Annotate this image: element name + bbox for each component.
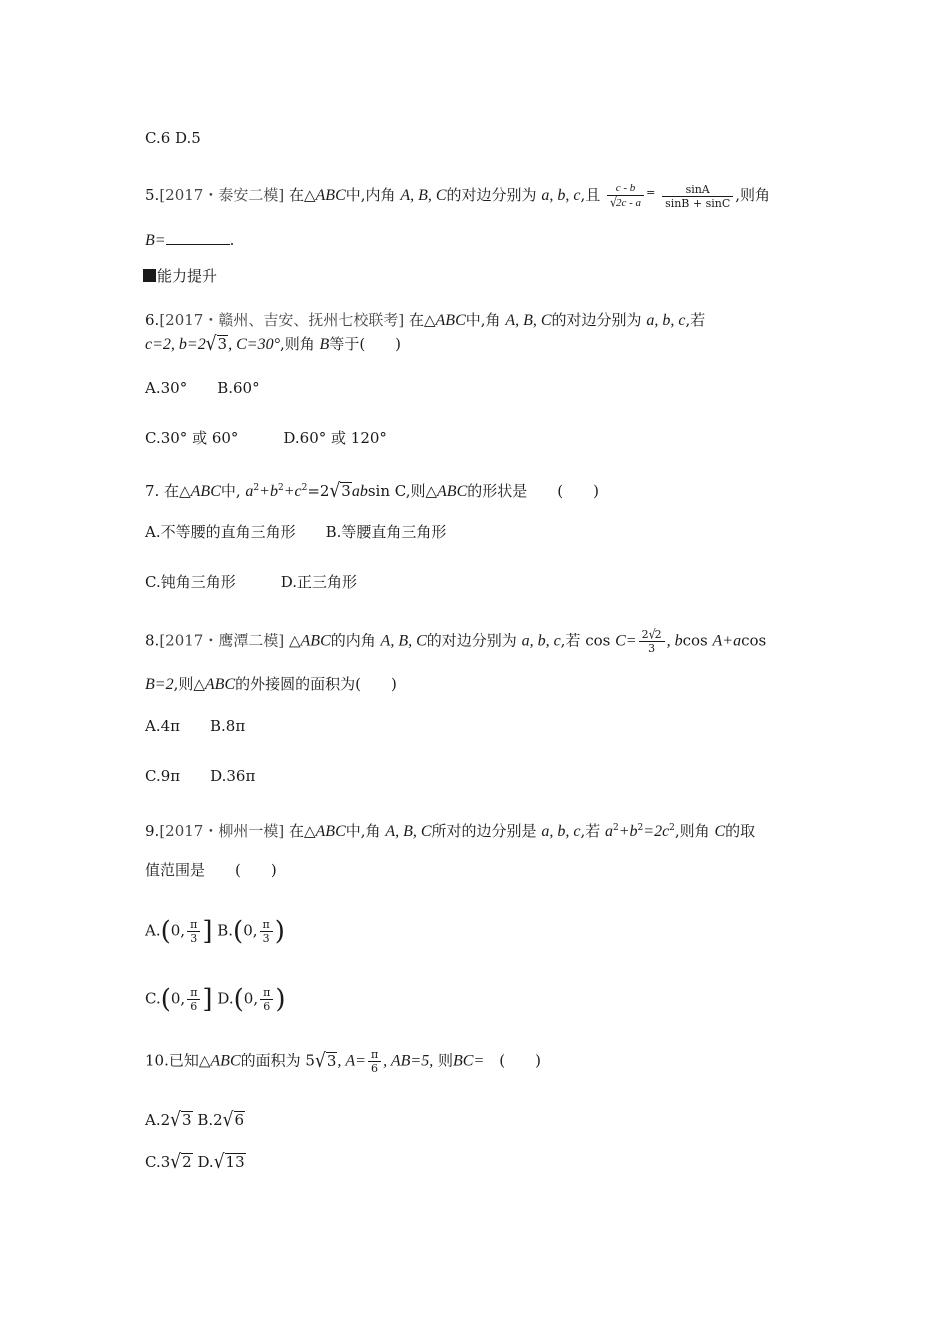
q5-number: 5. bbox=[145, 186, 160, 204]
q10-bc: BC= bbox=[453, 1052, 485, 1070]
q9-options-ab: A.(0, $\frac{\pi}{3}$ ] B.(0, $\frac{\pi}{3}$ ) bbox=[145, 916, 285, 947]
q9-source: [2017・柳州一模] bbox=[159, 822, 285, 840]
q7-eq: a bbox=[245, 483, 254, 500]
q7-text: ,则△ bbox=[405, 482, 438, 500]
q8-triangle: ABC bbox=[300, 632, 331, 650]
q9-text: 在△ bbox=[288, 822, 316, 840]
q8-options-cd: C.9π D.36π bbox=[145, 767, 256, 785]
q6-condition: c=2, b=2 bbox=[145, 336, 206, 353]
question-9: 9.[2017・柳州一模] 在△ABC中,角 A, B, C所对的边分别是 a, b, c,若 $a^2+b^2=2c^2$,则角 C的取 bbox=[145, 822, 756, 840]
q9-number: 9. bbox=[145, 822, 160, 840]
q8-text: cos bbox=[741, 631, 767, 650]
q6-text: 中,角 bbox=[465, 311, 501, 329]
q7-number: 7. bbox=[145, 482, 160, 500]
q10-number: 10. bbox=[145, 1051, 169, 1070]
q5-source: [2017・泰安二模] bbox=[159, 186, 285, 204]
q7-text: 中, bbox=[220, 482, 241, 500]
q9-eq: =2c bbox=[643, 823, 670, 840]
q8-source: [2017・鹰潭二模] bbox=[159, 631, 285, 650]
question-10: 10.已知△ABC的面积为 5√3, A= $\frac{\pi}{6}$ , AB=5, 则BC= ( ) bbox=[145, 1048, 541, 1075]
q7-triangle: ABC bbox=[190, 483, 221, 500]
q6-text: 在△ bbox=[408, 311, 436, 329]
q5-fraction-left bbox=[607, 182, 644, 210]
q9-option-d-label: D. bbox=[217, 989, 234, 1008]
q6-sqrt: 3 bbox=[217, 335, 228, 353]
q10-paren: ( ) bbox=[484, 1051, 541, 1070]
q8-c-eq: C= bbox=[615, 632, 637, 650]
q9-text: ,若 bbox=[580, 822, 601, 840]
q5-frac1-den: √2c - a bbox=[610, 195, 642, 210]
q6-text: ,若 bbox=[685, 311, 706, 329]
q10-five: 5 bbox=[305, 1051, 315, 1070]
q5-sides: a, b, c bbox=[541, 187, 581, 204]
q7-options-ab: A.不等腰的直角三角形 B.等腰直角三角形 bbox=[145, 523, 447, 541]
q4-options-cd: C.6 D.5 bbox=[145, 129, 201, 147]
q9-angles: A, B, C bbox=[385, 823, 432, 840]
question-7: 7. 在△ABC中, $a^2+b^2+c^2=2√3absin$ C,则△ABC的形状是 ( ) bbox=[145, 479, 599, 503]
q9-c: C bbox=[714, 823, 726, 840]
q8-number: 8. bbox=[145, 631, 160, 650]
q5-text: 中,内角 bbox=[345, 186, 396, 204]
q9-text: 中,角 bbox=[345, 822, 381, 840]
q5-answer-blank[interactable] bbox=[166, 232, 230, 245]
q9-eq: a bbox=[605, 823, 613, 840]
section-title: 能力提升 bbox=[157, 267, 218, 285]
q10-sqrt: 3 bbox=[326, 1051, 337, 1070]
q5-frac1-num: c - b bbox=[607, 182, 644, 196]
q5-text: 的对边分别为 bbox=[446, 186, 537, 204]
q9-sides: a, b, c bbox=[541, 823, 581, 840]
q9-option-c-label: C. bbox=[145, 989, 161, 1008]
q8-line-2 bbox=[145, 674, 397, 695]
q7-triangle: ABC bbox=[437, 483, 468, 500]
q6-text: 的对边分别为 bbox=[551, 311, 642, 329]
q9-option-a-label: A. bbox=[145, 921, 161, 940]
q10-text: 则 bbox=[438, 1051, 454, 1070]
q7-text: 在△ bbox=[164, 482, 191, 500]
q8-triangle: ABC bbox=[204, 676, 236, 693]
q9-text: ,则角 bbox=[674, 822, 710, 840]
q5-frac2-den: sinB + sinC bbox=[665, 196, 731, 210]
q10-a-eq: , A= bbox=[337, 1052, 366, 1070]
q10-options-cd: C.3√2 D.√13 bbox=[145, 1150, 245, 1174]
q6-condition-c: , C=30° bbox=[228, 336, 280, 353]
section-header bbox=[143, 266, 217, 286]
q10-text: 已知△ bbox=[168, 1051, 211, 1070]
q6-angles: A, B, C bbox=[505, 312, 552, 329]
q9-text: 的取 bbox=[725, 822, 756, 840]
q6-options-ab: A.30° B.60° bbox=[145, 379, 260, 397]
q6-number: 6. bbox=[145, 311, 160, 329]
q5-frac2-num: sinA bbox=[662, 183, 733, 197]
q8-text: 的外接圆的面积为( ) bbox=[235, 675, 397, 693]
q8-sides: a, b, c bbox=[521, 632, 561, 650]
q5-triangle: ABC bbox=[315, 187, 346, 204]
q5-text: ,则角 bbox=[735, 186, 771, 204]
q8-text: ,则△ bbox=[173, 675, 205, 693]
q10-options-ab: A.2√3 B.2√6 bbox=[145, 1108, 245, 1132]
q7-eq: =2 bbox=[307, 482, 330, 500]
q5-line-2 bbox=[145, 230, 234, 251]
q8-text: ,若 cos bbox=[560, 631, 611, 650]
q7-eq: +c bbox=[283, 483, 302, 500]
question-8 bbox=[145, 628, 766, 655]
q5-period: . bbox=[229, 231, 235, 249]
q6-line-2: c=2, b=2√3, C=30°,则角 B等于( ) bbox=[145, 332, 402, 356]
q6-triangle: ABC bbox=[435, 312, 466, 329]
q5-text: 在△ bbox=[288, 186, 316, 204]
q6-source: [2017・赣州、吉安、抚州七校联考] bbox=[159, 311, 405, 329]
q7-text: 的形状是 ( ) bbox=[467, 482, 599, 500]
q6-text: 等于( ) bbox=[329, 335, 402, 353]
q9-eq: +b bbox=[618, 823, 638, 840]
q9-triangle: ABC bbox=[315, 823, 346, 840]
q7-eq: +b bbox=[259, 483, 278, 500]
q5-b-label: B= bbox=[145, 232, 166, 249]
q9-text: 所对的边分别是 bbox=[431, 822, 537, 840]
q9-option-b-label: B. bbox=[217, 921, 234, 940]
q8-angles: A, B, C bbox=[380, 632, 427, 650]
q7-options-cd: C.钝角三角形 D.正三角形 bbox=[145, 573, 357, 591]
q6-b: B bbox=[319, 336, 330, 353]
q5-equals: = bbox=[646, 186, 656, 199]
q8-text: △ bbox=[288, 631, 301, 650]
q8-fraction: $\frac{2√2}{3}$ bbox=[639, 628, 665, 655]
q8-text: A+a bbox=[712, 632, 742, 650]
q7-eq: sin C bbox=[367, 482, 406, 500]
q10-text: 的面积为 bbox=[240, 1051, 301, 1070]
q8-options-ab: A.4π B.8π bbox=[145, 717, 246, 735]
q10-ab-eq: , AB=5, bbox=[383, 1052, 434, 1070]
q6-options-cd: C.30° 或 60° D.60° 或 120° bbox=[145, 429, 387, 447]
question-6 bbox=[145, 310, 705, 331]
q8-text: 的对边分别为 bbox=[426, 631, 517, 650]
q5-angles: A, B, C bbox=[400, 187, 447, 204]
q10-triangle: ABC bbox=[210, 1052, 241, 1070]
q8-text: B=2 bbox=[145, 676, 174, 693]
q7-eq: ab bbox=[351, 483, 368, 500]
q5-fraction-right bbox=[662, 183, 733, 210]
black-square-icon bbox=[143, 269, 156, 282]
q8-text: 的内角 bbox=[330, 631, 376, 650]
q9-options-cd: C.(0, $\frac{\pi}{6}$ ] D.(0, $\frac{\pi}{6}$ ) bbox=[145, 984, 286, 1015]
question-5 bbox=[145, 182, 770, 210]
q6-sides: a, b, c bbox=[646, 312, 686, 329]
q8-text: cos bbox=[682, 631, 708, 650]
q8-text: , b bbox=[666, 632, 683, 650]
q5-text: ,且 bbox=[580, 186, 601, 204]
q6-text: ,则角 bbox=[279, 335, 315, 353]
q9-line-2: 值范围是 ( ) bbox=[145, 861, 277, 879]
q7-sqrt: 3 bbox=[341, 482, 351, 500]
